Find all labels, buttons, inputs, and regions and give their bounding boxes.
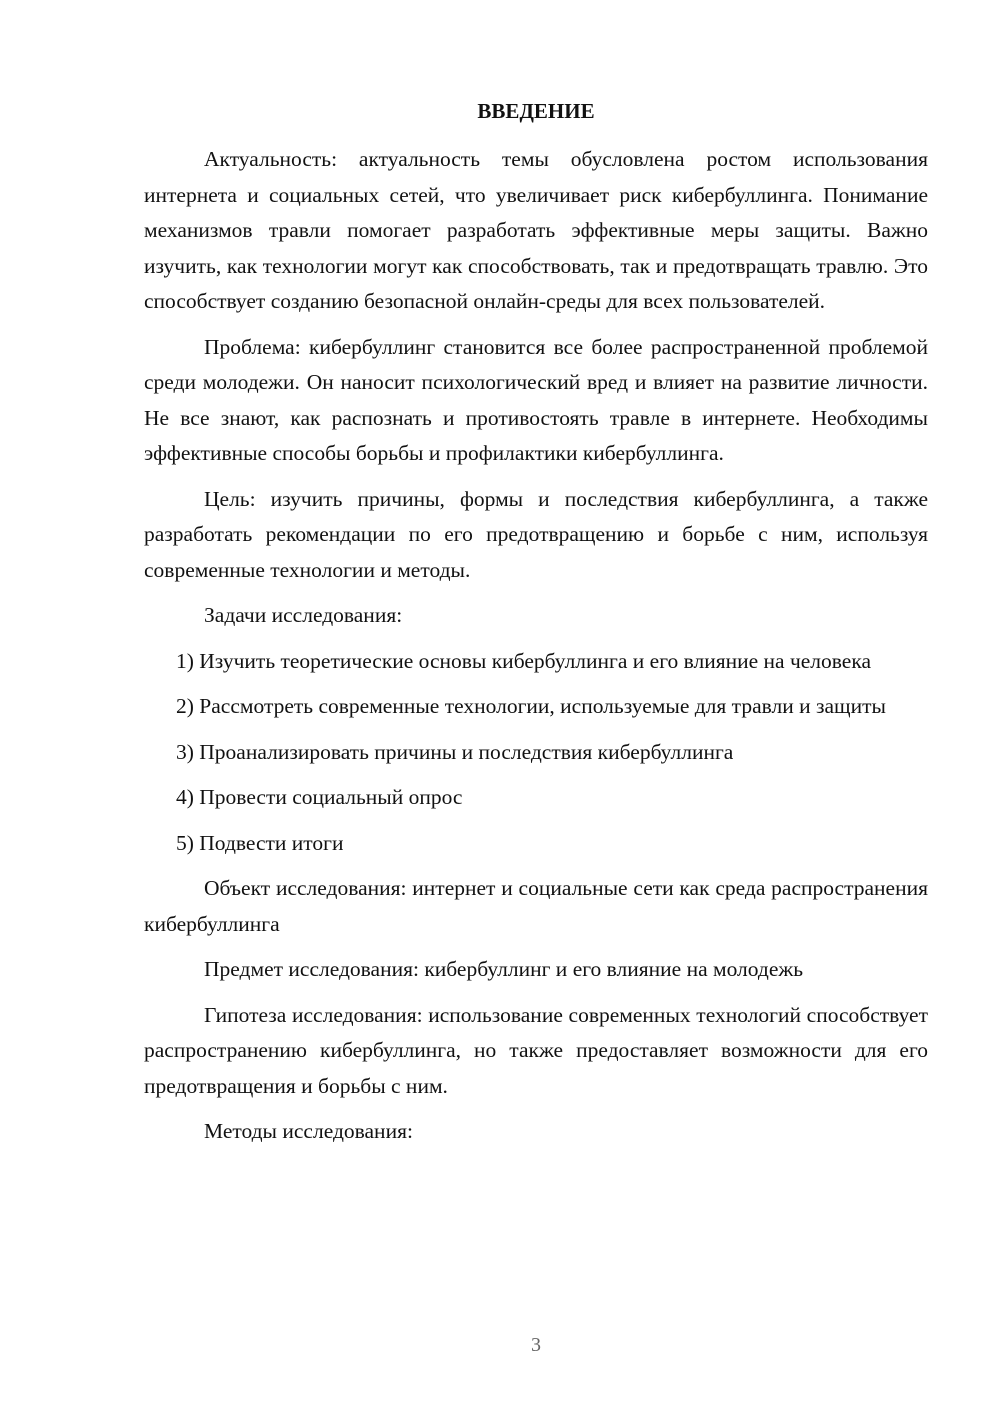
object-paragraph: Объект исследования: интернет и социальные сети как среда распространения кибербуллинга (144, 876, 928, 936)
page-number: 3 (531, 1334, 541, 1356)
task-item-3: 3) Проанализировать причины и последствия кибербуллинга (176, 739, 734, 764)
task-item-5: 5) Подвести итоги (176, 830, 344, 855)
task-item-1: 1) Изучить теоретические основы кибербуллинга и его влияние на человека (176, 648, 872, 673)
problem-paragraph: Проблема: кибербуллинг становится все более распространенной проблемой среди молодежи. Он наносит психологический вред и влияет на развитие личности. Не все знают, как распознать и противостоять травле в интернете. Необходимы эффективные способы борьбы и профилактики кибербуллинга. (144, 334, 928, 465)
task-item-4: 4) Провести социальный опрос (176, 785, 463, 809)
goal-paragraph: Цель: изучить причины, формы и последствия кибербуллинга, а также разработать рекомендации по его предотвращению и борьбе с ним, используя современные технологии и методы. (144, 486, 928, 582)
relevance-paragraph: Актуальность: актуальность темы обусловлена ростом использования интернета и социальных сетей, что увеличивает риск кибербуллинга. Понимание механизмов травли помогает разработать эффективные меры защиты. Важно изучить, как технологии могут как способствовать, так и предотвращать травлю. Это способствует созданию безопасной онлайн-среды для всех пользователей. (144, 147, 928, 313)
tasks-heading: Задачи исследования: (204, 603, 403, 627)
section-title: ВВЕДЕНИЕ (477, 99, 595, 123)
task-item-2: 2) Рассмотреть современные технологии, используемые для травли и защиты (176, 694, 886, 718)
hypothesis-paragraph: Гипотеза исследования: использование современных технологий способствует распространению кибербуллинга, но также предоставляет возможности для его предотвращения и борьбы с ним. (144, 1002, 928, 1098)
methods-heading: Методы исследования: (204, 1119, 413, 1143)
subject-paragraph: Предмет исследования: кибербуллинг и его влияние на молодежь (204, 957, 804, 981)
document-body (144, 142, 928, 1160)
